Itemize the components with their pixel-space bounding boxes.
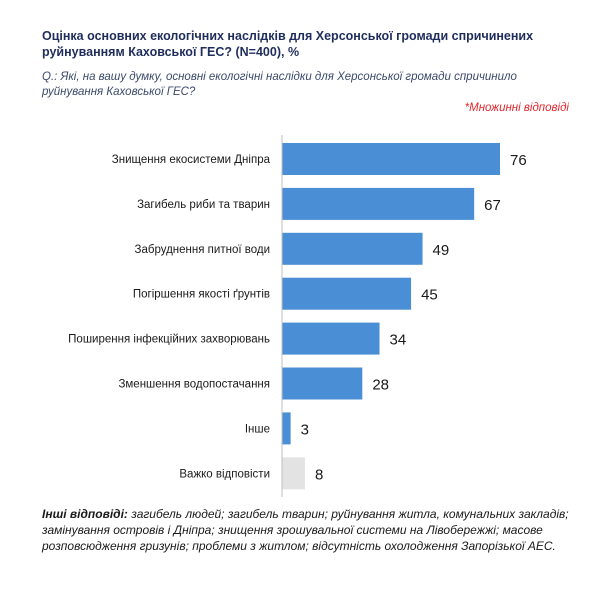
value-label-4: 34: [389, 331, 407, 349]
value-label-7: 8: [314, 466, 324, 484]
category-label-1: Загибель риби та тварин: [137, 198, 270, 211]
other-answers-text: загибель людей; загибель тварин; руйнування житла, комунальних закладів; замінування островів і Дніпра; знищення зрошувальної системи на Лівобережжі; масове розповсюдження гризунів; проблеми з житлом; відсутність охолодження Запорізької АЕС.: [42, 507, 569, 553]
value-label-1: 67: [484, 196, 501, 214]
bar-1: [282, 188, 474, 220]
value-label-0: 76: [510, 152, 527, 169]
survey-question: Q.: Які, на вашу думку, основні екологічні наслідки для Херсонської громади спричинило руйнування Каховської ГЕС?: [42, 71, 517, 98]
bar-3: [282, 278, 411, 310]
category-label-2: Забруднення питної води: [134, 243, 270, 256]
category-label-3: Погіршення якості ґрунтів: [132, 288, 270, 301]
value-label-2: 49: [432, 241, 450, 259]
bar-6: [282, 412, 291, 444]
bar-0: [282, 143, 500, 175]
category-label-7: Важко відповісти: [179, 468, 270, 481]
category-label-0: Знищення екосистеми Дніпра: [111, 154, 270, 166]
category-label-4: Поширення інфекційних захворювань: [68, 333, 270, 346]
other-answers-label: Інші відповіді:: [42, 507, 128, 521]
chart-title: Оцінка основних екологічних наслідків для Херсонської громади спричинених руйнуванням Каховської ГЕС? (N=400), %: [42, 29, 534, 59]
bar-2: [282, 233, 423, 265]
bar-4: [282, 323, 380, 355]
value-label-5: 28: [372, 376, 390, 394]
other-answers: [42, 506, 572, 554]
multiple-answers-note: *Множинні відповіді: [464, 102, 569, 114]
value-label-3: 45: [421, 286, 438, 304]
value-label-6: 3: [300, 421, 309, 439]
bar-5: [282, 368, 362, 400]
bar-7: [282, 457, 305, 489]
category-label-5: Зменшення водопостачання: [118, 378, 270, 391]
category-label-6: Інше: [244, 423, 270, 436]
